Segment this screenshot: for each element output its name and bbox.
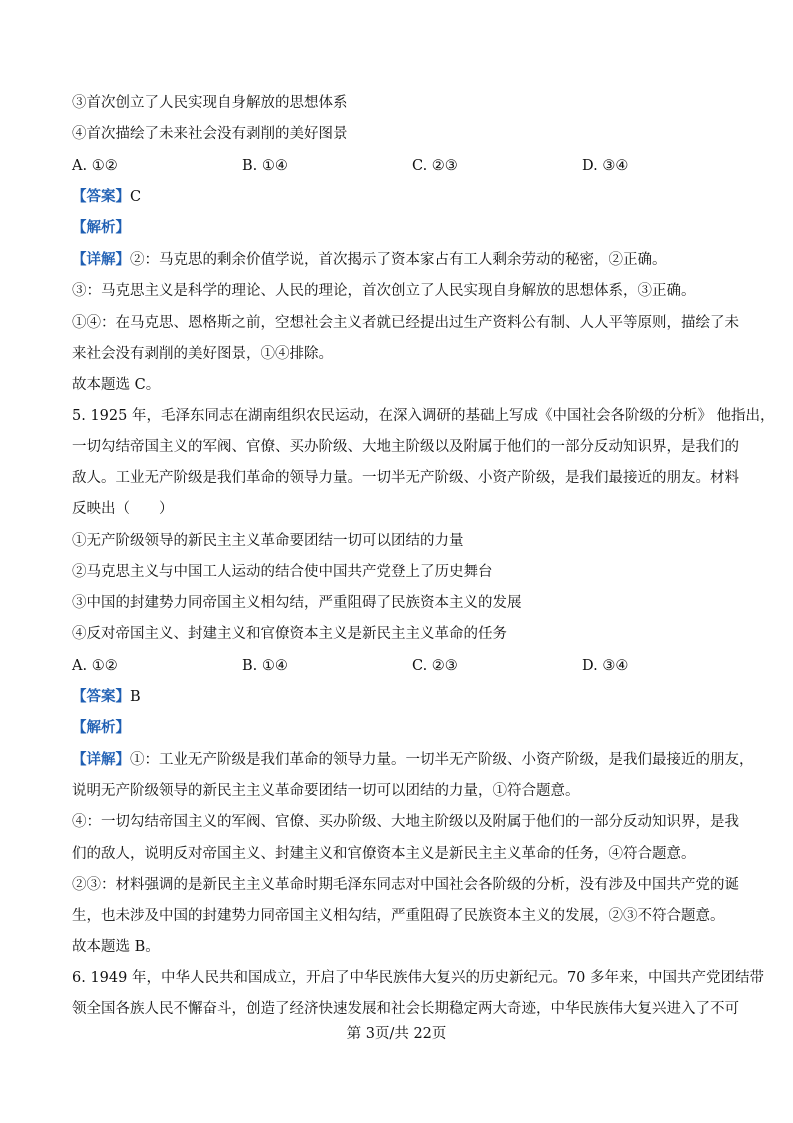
analysis-tag: 【解析】 <box>72 719 130 736</box>
detail-text: ①：工业无产阶级是我们革命的领导力量。一切半无产阶级、小资产阶级，是我们最接近的朋友， <box>130 752 754 768</box>
answer-value: C <box>130 189 142 205</box>
q5-option-d: D. ③④ <box>582 658 629 674</box>
q5-statement-4: ④反对帝国主义、封建主义和官僚资本主义是新民主主义革命的任务 <box>72 626 507 642</box>
q5-option-a: A. ①② <box>72 658 118 674</box>
q5-option-b: B. ①④ <box>242 658 288 674</box>
q4-option-b: B. ①④ <box>242 158 288 174</box>
q5-stem-line-1: 5. 1925 年，毛泽东同志在湖南组织农民运动，在深入调研的基础上写成《中国社会各阶级的分析》 他指出， <box>72 408 775 424</box>
q4-answer <box>72 187 141 207</box>
q5-statement-1: ①无产阶级领导的新民主主义革命要团结一切可以团结的力量 <box>72 533 464 549</box>
q5-stem-line-4: 反映出（ ） <box>72 501 174 517</box>
q4-conclusion: 故本题选 C。 <box>72 377 161 393</box>
q5-detail-line-4: 们的敌人，说明反对帝国主义、封建主义和官僚资本主义是新民主主义革命的任务，④符合题意。 <box>72 846 696 862</box>
analysis-tag: 【解析】 <box>72 219 130 236</box>
q4-detail-line-3: ①④：在马克思、恩格斯之前，空想社会主义者就已经提出过生产资料公有制、人人平等原则，描绘了未 <box>72 315 739 331</box>
q5-stem-line-2: 一切勾结帝国主义的军阀、官僚、买办阶级、大地主阶级以及附属于他们的一部分反动知识界，是我们的 <box>72 439 739 455</box>
q4-statement-4: ④首次描绘了未来社会没有剥削的美好图景 <box>72 126 348 142</box>
q5-option-c: C. ②③ <box>412 658 458 674</box>
q5-stem-line-3: 敌人。工业无产阶级是我们革命的领导力量。一切半无产阶级、小资产阶级，是我们最接近的朋友。材料 <box>72 470 739 486</box>
detail-text: ②：马克思的剩余价值学说，首次揭示了资本家占有工人剩余劳动的秘密，②正确。 <box>130 252 667 268</box>
page-footer: 第 3页/共 22页 <box>346 1026 447 1042</box>
q4-detail-line-4: 来社会没有剥削的美好图景，①④排除。 <box>72 346 333 362</box>
answer-tag: 【答案】 <box>72 188 130 205</box>
q4-detail-line-1 <box>72 250 667 270</box>
answer-value: B <box>130 689 141 705</box>
q5-conclusion: 故本题选 B。 <box>72 939 160 955</box>
q4-option-a: A. ①② <box>72 158 118 174</box>
q5-answer <box>72 687 141 707</box>
detail-tag: 【详解】 <box>72 251 130 268</box>
q5-statement-3: ③中国的封建势力同帝国主义相勾结，严重阻碍了民族资本主义的发展 <box>72 595 522 611</box>
detail-tag: 【详解】 <box>72 751 130 768</box>
q5-detail-line-2: 说明无产阶级领导的新民主主义革命要团结一切可以团结的力量，①符合题意。 <box>72 783 580 799</box>
q4-option-c: C. ②③ <box>412 158 458 174</box>
q5-detail-line-1 <box>72 750 754 770</box>
q6-stem-line-1: 6. 1949 年，中华人民共和国成立，开启了中华民族伟大复兴的历史新纪元。70 多年来，中国共产党团结带 <box>72 970 765 986</box>
q4-detail-line-2: ③：马克思主义是科学的理论、人民的理论，首次创立了人民实现自身解放的思想体系，③正确。 <box>72 283 696 299</box>
q4-option-d: D. ③④ <box>582 158 629 174</box>
q4-statement-3: ③首次创立了人民实现自身解放的思想体系 <box>72 95 348 111</box>
q5-detail-line-5: ②③：材料强调的是新民主主义革命时期毛泽东同志对中国社会各阶级的分析，没有涉及中国共产党的诞 <box>72 877 739 893</box>
q4-analysis-heading <box>72 218 130 238</box>
q5-statement-2: ②马克思主义与中国工人运动的结合使中国共产党登上了历史舞台 <box>72 564 493 580</box>
q5-analysis-heading <box>72 718 130 738</box>
q5-detail-line-6: 生，也未涉及中国的封建势力同帝国主义相勾结，严重阻碍了民族资本主义的发展，②③不符合题意。 <box>72 908 725 924</box>
q5-detail-line-3: ④：一切勾结帝国主义的军阀、官僚、买办阶级、大地主阶级以及附属于他们的一部分反动知识界，是我 <box>72 814 739 830</box>
q6-stem-line-2: 领全国各族人民不懈奋斗，创造了经济快速发展和社会长期稳定两大奇迹，中华民族伟大复兴进入了不可 <box>72 1001 739 1017</box>
answer-tag: 【答案】 <box>72 688 130 705</box>
